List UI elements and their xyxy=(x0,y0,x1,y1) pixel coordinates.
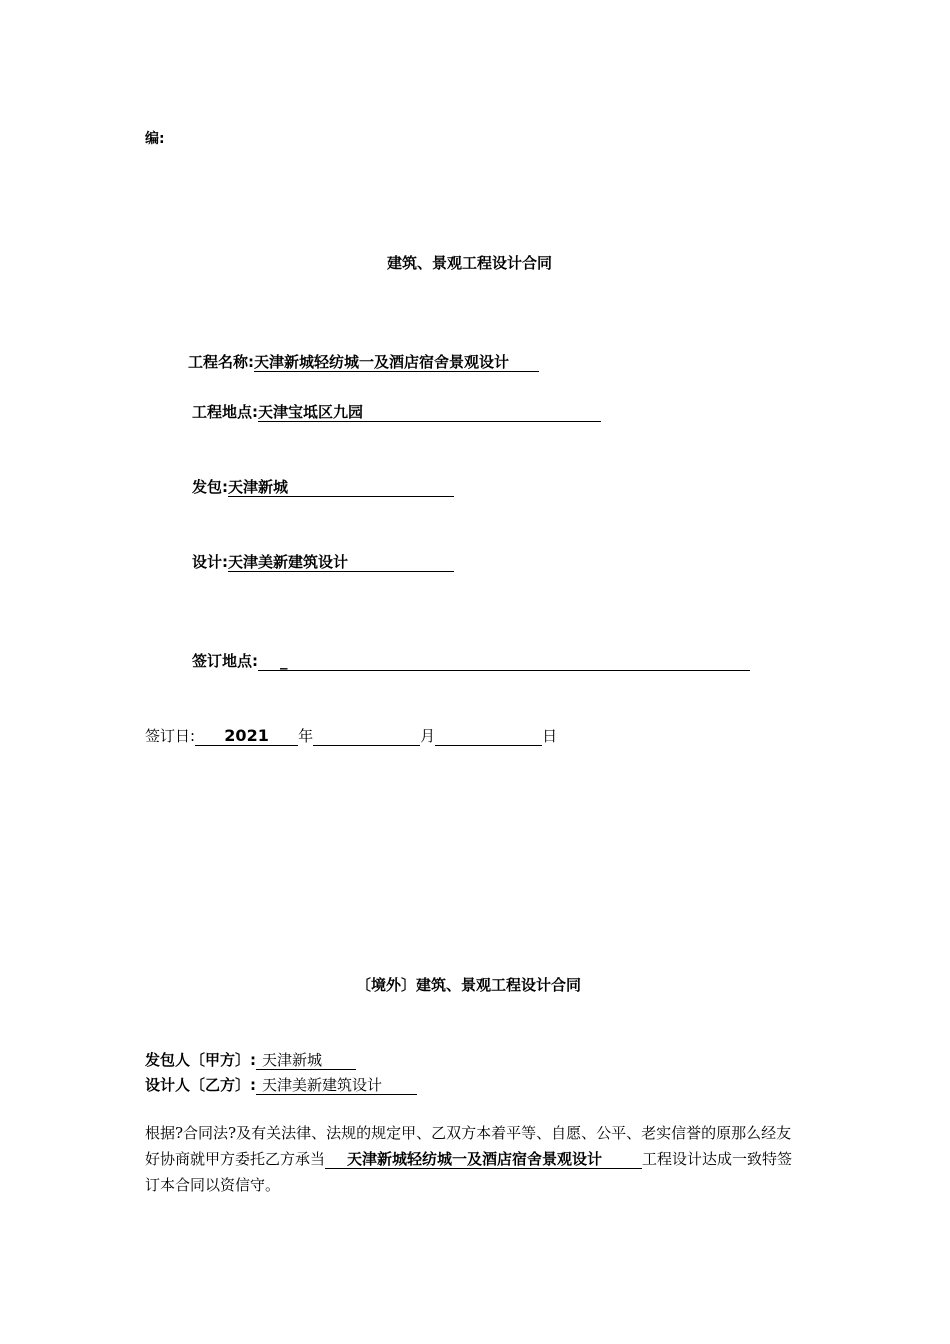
party-b-label: 设计人〔乙方〕: xyxy=(145,1076,256,1094)
sign-month-blank xyxy=(313,745,420,746)
designer-row xyxy=(192,551,454,572)
serial-number-label: 编: xyxy=(145,131,165,147)
party-b-value: 天津美新建筑设计 xyxy=(256,1076,417,1095)
intro-text-part2: 工程设计达成一致特签订本合同以资信守。 xyxy=(145,1150,793,1194)
client-label: 发包: xyxy=(192,478,228,496)
contract-title: 〔境外〕建筑、景观工程设计合同 xyxy=(356,976,582,994)
client-row xyxy=(192,476,454,497)
sign-place-row xyxy=(192,650,750,671)
party-b-row xyxy=(145,1074,417,1095)
sign-day-blank xyxy=(435,745,542,746)
intro-text-part1: 根据?合同法?及有关法律、法规的规定甲、乙双方本着平等、自愿、公平、老实信誉的原那么经友好协商就甲方委托乙方承当 xyxy=(145,1124,792,1168)
day-unit: 日 xyxy=(542,727,558,745)
sign-place-text: _ xyxy=(280,652,288,670)
designer-label: 设计: xyxy=(192,553,228,571)
project-name-value: 天津新城轻纺城一及酒店宿舍景观设计 xyxy=(254,353,539,372)
sign-place-label: 签订地点: xyxy=(192,652,258,670)
month-unit: 月 xyxy=(420,727,436,745)
party-a-value: 天津新城 xyxy=(256,1051,356,1070)
project-name-label: 工程名称: xyxy=(188,353,254,371)
party-a-label: 发包人〔甲方〕: xyxy=(145,1051,256,1069)
location-label: 工程地点: xyxy=(192,403,258,421)
location-value: 天津宝坻区九园 xyxy=(258,403,601,422)
sign-year-value: 2021 xyxy=(195,727,298,746)
party-a-row xyxy=(145,1049,356,1070)
sign-date-label: 签订日: xyxy=(145,727,196,745)
location-row xyxy=(192,401,601,422)
sign-place-value xyxy=(258,652,750,671)
project-name-row xyxy=(188,351,539,372)
client-value: 天津新城 xyxy=(228,478,454,497)
cover-title: 建筑、景观工程设计合同 xyxy=(387,254,553,272)
sign-date-row xyxy=(145,725,557,746)
intro-project-name: 天津新城轻纺城一及酒店宿舍景观设计 xyxy=(325,1150,642,1169)
year-unit: 年 xyxy=(298,727,314,745)
contract-intro-paragraph xyxy=(145,1120,805,1198)
designer-value: 天津美新建筑设计 xyxy=(228,553,454,572)
